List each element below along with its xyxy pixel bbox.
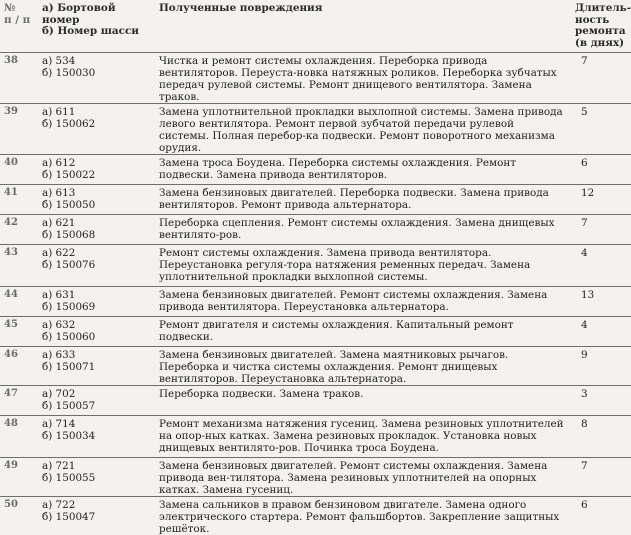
row-board-chassis (38, 154, 155, 184)
chassis-number: б) 150062 (42, 117, 96, 130)
board-number: а) 613 (42, 186, 76, 199)
header-duration-line4: (в днях) (575, 36, 625, 49)
chassis-number: б) 150071 (42, 360, 96, 373)
repair-days: 8 (571, 415, 631, 457)
row-board-chassis (38, 103, 155, 154)
header-duration-line1: Длитель- (575, 2, 631, 14)
row-number: 39 (0, 103, 38, 154)
chassis-number: б) 150069 (42, 300, 96, 313)
row-board-chassis (38, 52, 155, 103)
repair-days: 6 (571, 154, 631, 184)
repair-days: 13 (571, 286, 631, 316)
header-board-line1: а) Бортовой номер (42, 2, 116, 26)
row-number: 42 (0, 214, 38, 244)
damage-description: Замена бензиновых двигателей. Замена маятниковых рычагов. Переборка и чистка системы охлаждения. Ремонт днищевых вентиляторов. Переустановка альтернатора. (155, 346, 571, 385)
damage-description: Замена уплотнительной прокладки выхлопной системы. Замена привода левого вентилятора. Ремонт первой зубчатой передачи рулевой системы. Полная перебор-ка подвески. Ремонт поворотного механизма орудия. (155, 103, 571, 154)
header-damage: Полученные повреждения (159, 2, 323, 14)
chassis-number: б) 150050 (42, 198, 96, 211)
board-number: а) 534 (42, 54, 76, 67)
board-number: а) 714 (42, 417, 76, 430)
table-row (0, 103, 631, 154)
row-board-chassis (38, 184, 155, 214)
repair-days: 7 (571, 52, 631, 103)
row-board-chassis (38, 316, 155, 346)
repair-days: 7 (571, 214, 631, 244)
table-row (0, 346, 631, 385)
row-board-chassis (38, 244, 155, 286)
chassis-number: б) 150068 (42, 228, 96, 241)
row-board-chassis (38, 496, 155, 535)
table-row (0, 214, 631, 244)
repair-days: 4 (571, 244, 631, 286)
damage-description: Переборка сцепления. Ремонт системы охлаждения. Замена днищевых вентилято-ров. (155, 214, 571, 244)
damage-description: Переборка подвески. Замена траков. (155, 385, 571, 415)
board-number: а) 621 (42, 216, 76, 229)
repair-days: 3 (571, 385, 631, 415)
row-number: 40 (0, 154, 38, 184)
header-number-line1: № (4, 2, 16, 14)
damage-description: Замена сальников в правом бензиновом двигателе. Замена одного электрического стартера. Ремонт фальшбортов. Закрепление защитных решёток. (155, 496, 571, 535)
damage-description: Чистка и ремонт системы охлаждения. Переборка привода вентиляторов. Переуста-новка натяжных роликов. Переборка зубчатых передач рулевой системы. Ремонт днищевого вентилятора. Замена траков. (155, 52, 571, 103)
repair-days: 9 (571, 346, 631, 385)
table-row (0, 415, 631, 457)
board-number: а) 722 (42, 498, 76, 511)
header-board-chassis (38, 0, 155, 52)
chassis-number: б) 150030 (42, 66, 96, 79)
table-row (0, 52, 631, 103)
row-number: 41 (0, 184, 38, 214)
row-number: 38 (0, 52, 38, 103)
table-row (0, 496, 631, 535)
repair-days: 6 (571, 496, 631, 535)
damage-description: Замена троса Боудена. Переборка системы охлаждения. Ремонт подвески. Замена привода вентиляторов. (155, 154, 571, 184)
header-number-line2: п / п (4, 13, 31, 26)
row-number: 47 (0, 385, 38, 415)
row-number: 48 (0, 415, 38, 457)
chassis-number: б) 150047 (42, 510, 96, 523)
damage-description: Ремонт механизма натяжения гусениц. Замена резиновых уплотнителей на опор-ных катках. Замена резиновых прокладок. Установка новых днищевых вентилято-ров. Починка троса Боудена. (155, 415, 571, 457)
row-board-chassis (38, 286, 155, 316)
row-number: 50 (0, 496, 38, 535)
header-duration-line3: ремонта (575, 25, 626, 37)
header-board-line2: б) Номер шасси (42, 25, 139, 37)
table-row (0, 457, 631, 496)
table-row (0, 286, 631, 316)
repair-days: 4 (571, 316, 631, 346)
chassis-number: б) 150034 (42, 429, 96, 442)
table-row (0, 184, 631, 214)
board-number: а) 721 (42, 459, 76, 472)
repair-days: 12 (571, 184, 631, 214)
board-number: а) 622 (42, 246, 76, 259)
table-body (0, 52, 631, 535)
board-number: а) 611 (42, 105, 76, 118)
row-board-chassis (38, 385, 155, 415)
damage-description: Ремонт системы охлаждения. Замена привода вентилятора. Переустановка регуля-тора натяжения ременных передач. Замена уплотнительной прокладки выхлопной системы. (155, 244, 571, 286)
damage-description: Замена бензиновых двигателей. Переборка подвески. Замена привода вентиляторов. Ремонт привода альтернатора. (155, 184, 571, 214)
chassis-number: б) 150055 (42, 471, 96, 484)
header-duration-line2: ность (575, 13, 610, 26)
repair-days: 5 (571, 103, 631, 154)
board-number: а) 631 (42, 288, 76, 301)
chassis-number: б) 150060 (42, 330, 96, 343)
row-board-chassis (38, 457, 155, 496)
chassis-number: б) 150022 (42, 168, 96, 181)
repair-days: 7 (571, 457, 631, 496)
damage-description: Замена бензиновых двигателей. Ремонт системы охлаждения. Замена привода вен-тилятора. Замена резиновых уплотнителей на опорных катках. Замена гусениц. (155, 457, 571, 496)
chassis-number: б) 150057 (42, 399, 96, 412)
board-number: а) 612 (42, 156, 76, 169)
header-duration (571, 0, 631, 52)
row-number: 44 (0, 286, 38, 316)
row-board-chassis (38, 415, 155, 457)
table-row (0, 154, 631, 184)
row-number: 43 (0, 244, 38, 286)
table-row (0, 244, 631, 286)
table-header (0, 0, 631, 52)
damage-description: Замена бензиновых двигателей. Ремонт системы охлаждения. Замена привода вентилятора. Переустановка альтернатора. (155, 286, 571, 316)
board-number: а) 632 (42, 318, 76, 331)
header-number (0, 0, 38, 52)
chassis-number: б) 150076 (42, 258, 96, 271)
row-number: 45 (0, 316, 38, 346)
row-board-chassis (38, 346, 155, 385)
damage-description: Ремонт двигателя и системы охлаждения. Капитальный ремонт подвески. (155, 316, 571, 346)
row-number: 46 (0, 346, 38, 385)
row-number: 49 (0, 457, 38, 496)
table-row (0, 316, 631, 346)
board-number: а) 633 (42, 348, 76, 361)
row-board-chassis (38, 214, 155, 244)
board-number: а) 702 (42, 387, 76, 400)
table-row (0, 385, 631, 415)
